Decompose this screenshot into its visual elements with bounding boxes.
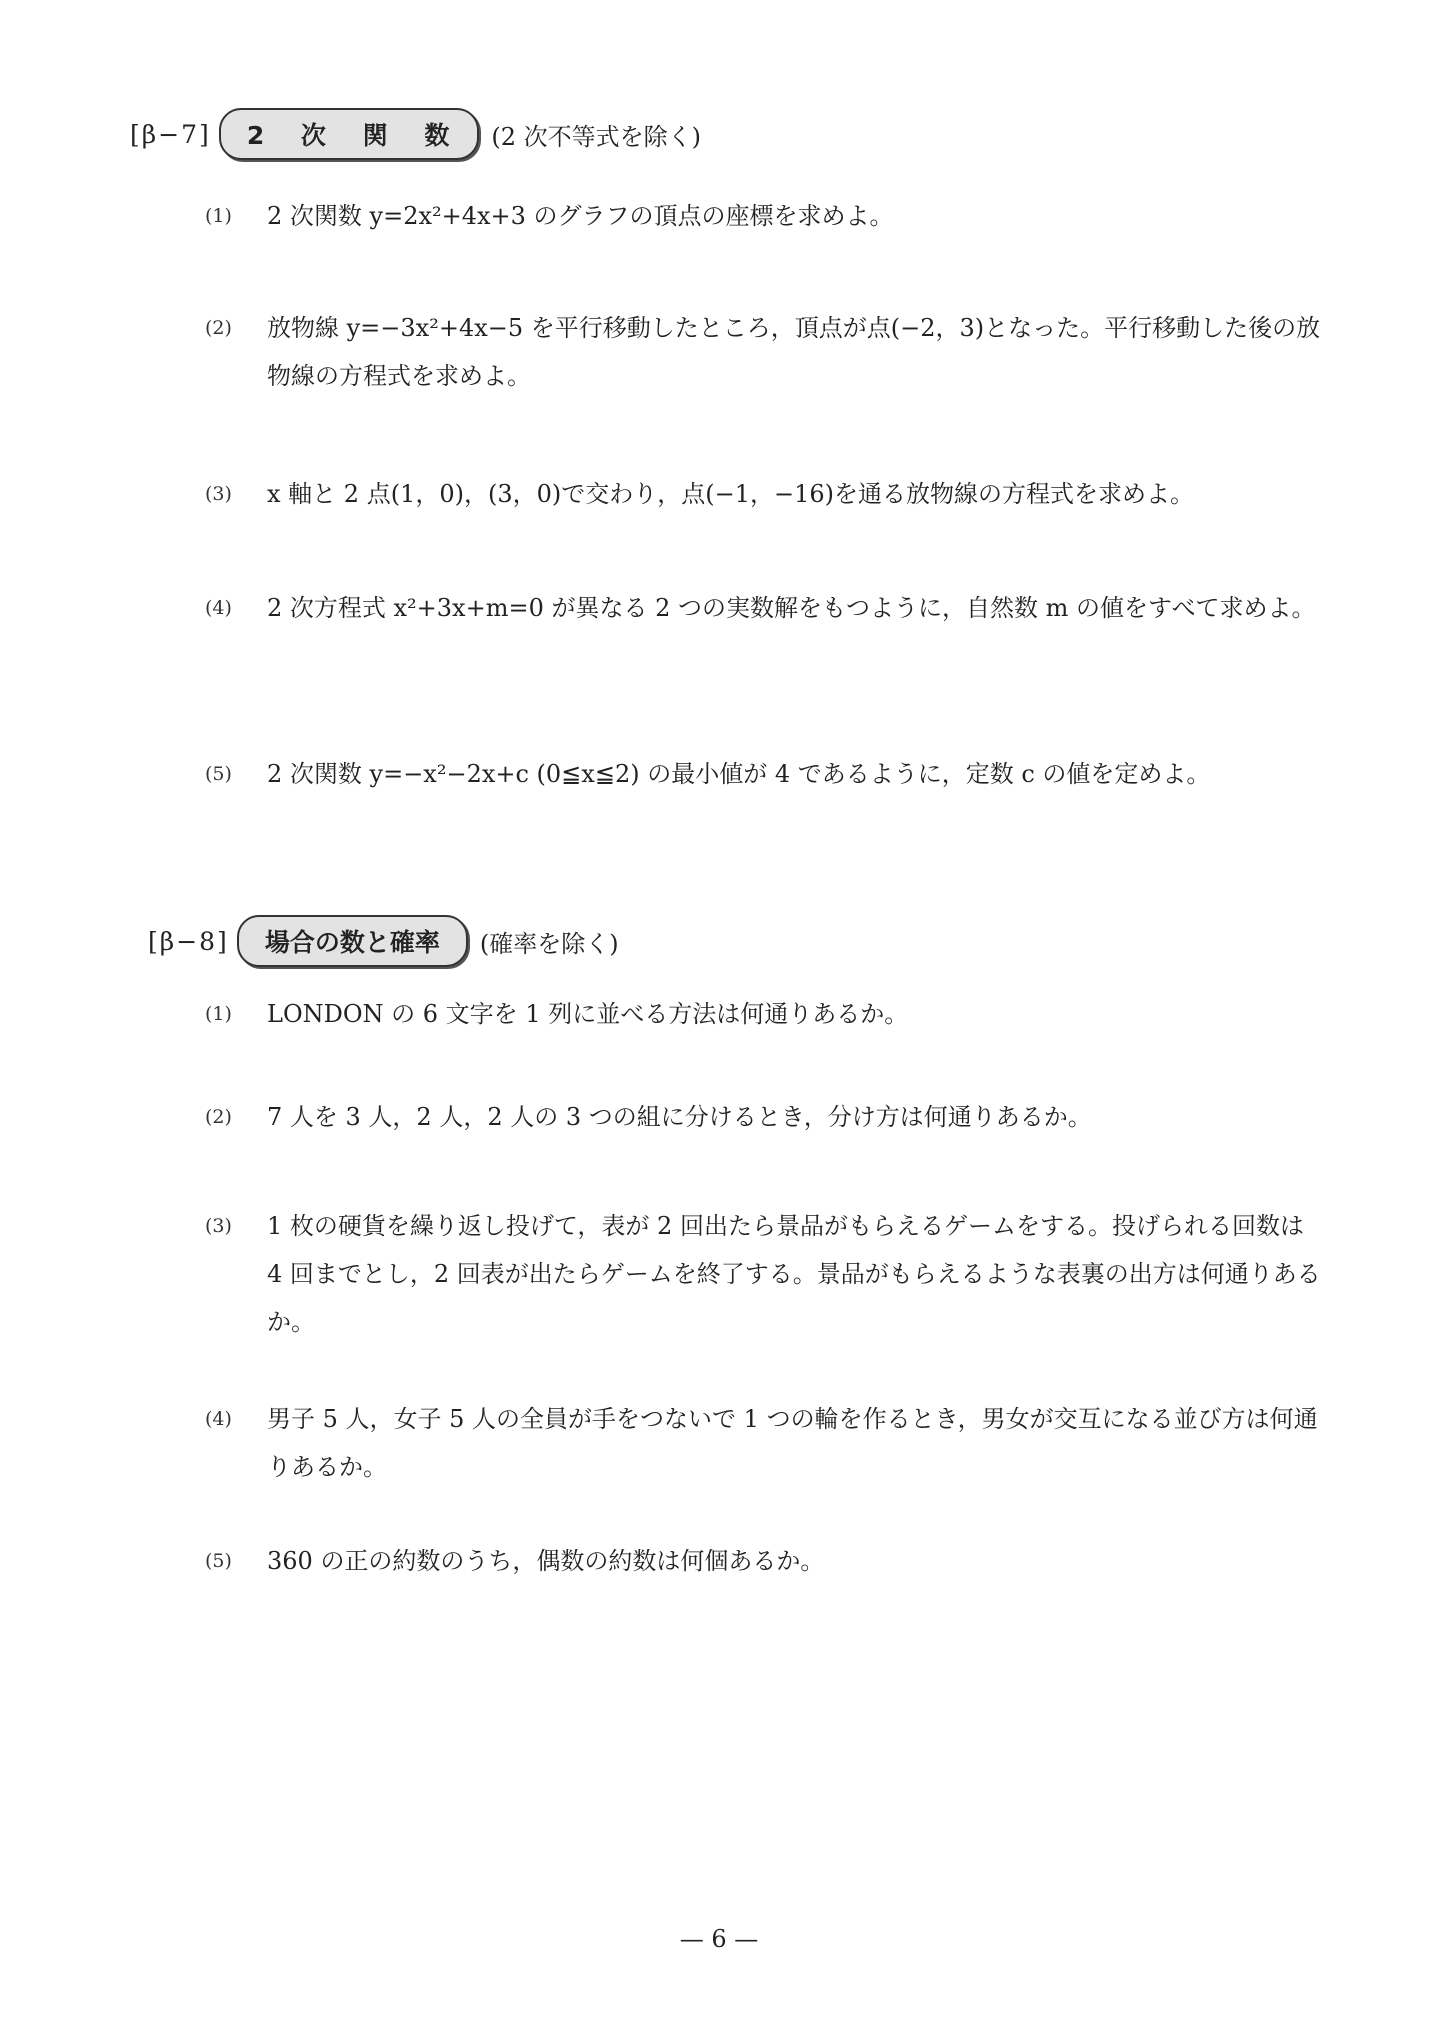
problem-text: x 軸と 2 点(1，0)，(3，0)で交わり，点(−1，−16)を通る放物線の方程式を求めよ。 [267,480,1194,508]
problem-number: (4) [205,1408,232,1430]
section-8-title: 場合の数と確率 [237,915,468,967]
problem-8-5 [205,1537,1325,1585]
problem-text: 1 枚の硬貨を繰り返し投げて，表が 2 回出たら景品がもらえるゲームをする。投げられる回数は 4 回までとし，2 回表が出たらゲームを終了する。景品がもらえるような表裏の出方は何通りあるか。 [267,1212,1321,1336]
problem-7-2 [205,304,1325,400]
section-7-title: 2 次 関 数 [219,108,480,160]
section-8-header [148,915,619,967]
problem-7-3 [205,470,1325,518]
problem-text: 男子 5 人，女子 5 人の全員が手をつないで 1 つの輪を作るとき，男女が交互になる並び方は何通りあるか。 [267,1405,1318,1481]
problem-7-4 [205,584,1325,632]
problem-7-5 [205,750,1325,798]
problem-8-1 [205,990,1325,1038]
problem-number: (3) [205,483,232,505]
problem-number: (4) [205,597,232,619]
problem-number: (2) [205,317,232,339]
section-8-note: (確率を除く) [479,929,619,958]
problem-8-2 [205,1093,1325,1141]
problem-number: (5) [205,1550,232,1572]
problem-text: 2 次方程式 x²+3x+m=0 が異なる 2 つの実数解をもつように，自然数 m の値をすべて求めよ。 [267,594,1316,622]
problem-number: (3) [205,1215,232,1237]
problem-8-3 [205,1202,1325,1346]
page-number: — 6 — [679,1925,759,1953]
problem-text: 2 次関数 y=2x²+4x+3 のグラフの頂点の座標を求めよ。 [267,202,894,230]
section-8-number: [β−8] [148,926,229,956]
problem-8-4 [205,1395,1325,1491]
section-7-header [130,108,701,160]
section-7-number: [β−7] [130,119,211,149]
problem-text: LONDON の 6 文字を 1 列に並べる方法は何通りあるか。 [267,1000,909,1028]
problem-number: (1) [205,205,232,227]
problem-text: 7 人を 3 人，2 人，2 人の 3 つの組に分けるとき，分け方は何通りあるか。 [267,1103,1092,1131]
problem-text: 2 次関数 y=−x²−2x+c (0≦x≦2) の最小値が 4 であるように，定数 c の値を定めよ。 [267,760,1211,788]
problem-number: (5) [205,763,232,785]
problem-text: 放物線 y=−3x²+4x−5 を平行移動したところ，頂点が点(−2，3)となった。平行移動した後の放物線の方程式を求めよ。 [267,314,1321,390]
problem-number: (1) [205,1003,232,1025]
section-7-note: (2 次不等式を除く) [491,122,701,151]
problem-7-1 [205,192,1325,240]
problem-number: (2) [205,1106,232,1128]
problem-text: 360 の正の約数のうち，偶数の約数は何個あるか。 [267,1547,825,1575]
